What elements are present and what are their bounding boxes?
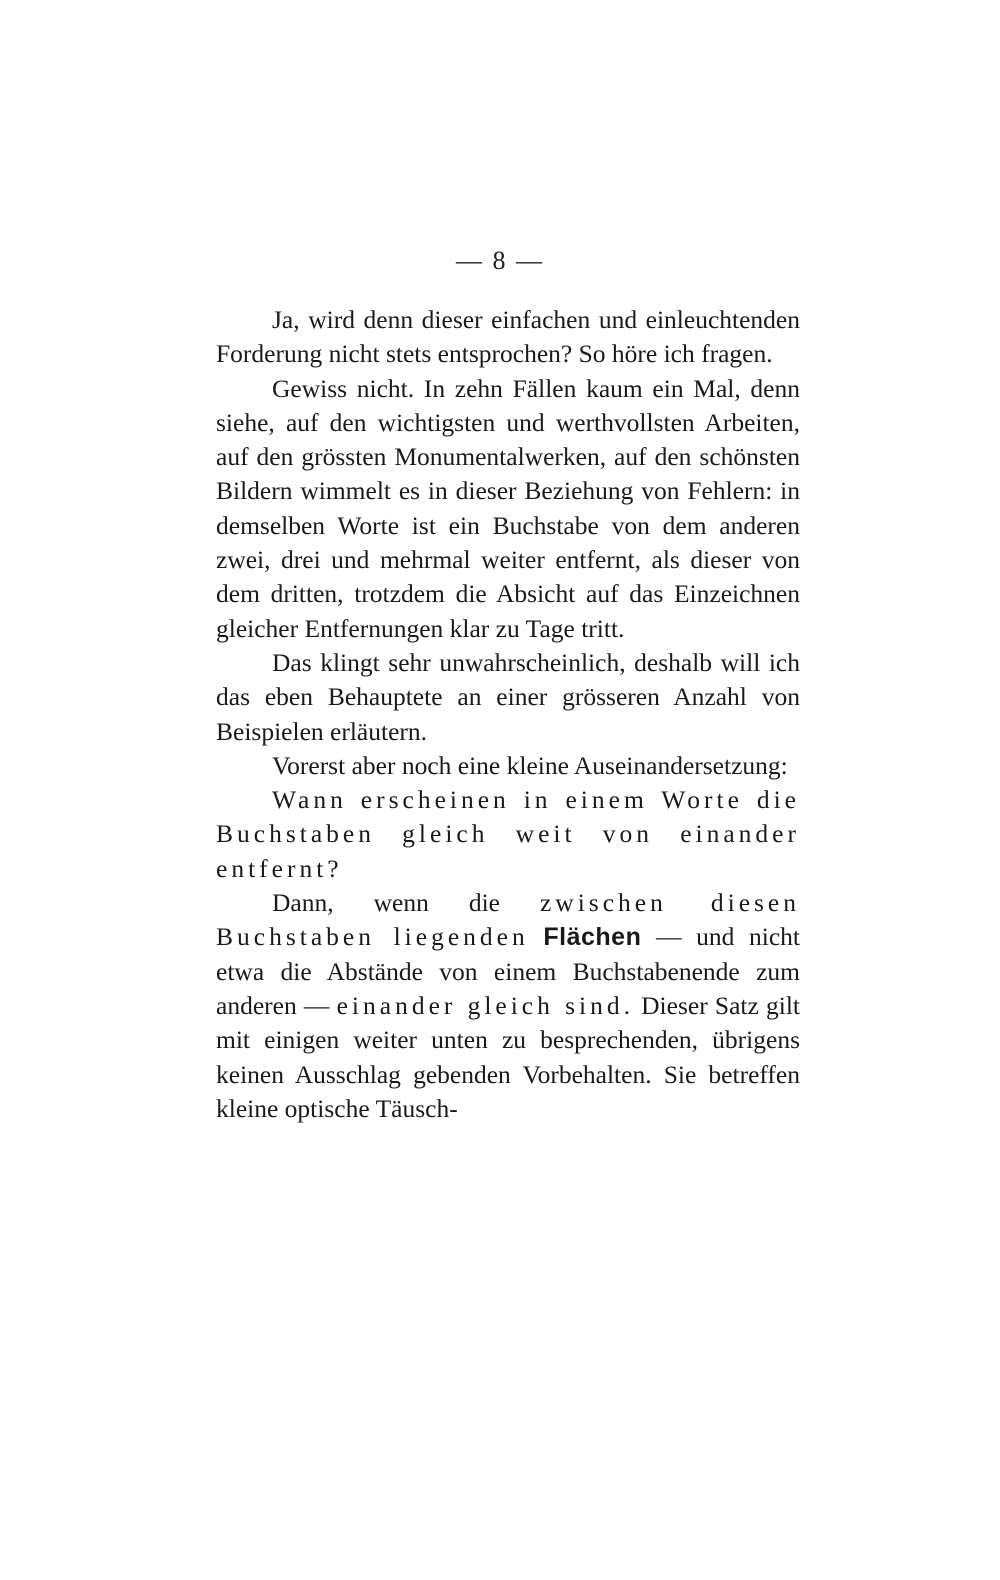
- paragraph-6-space: [529, 922, 544, 951]
- paragraph-6-bold-word: Flächen: [543, 923, 642, 952]
- paragraph-4: Vorerst aber noch eine kleine Auseinandersetzung:: [272, 750, 788, 780]
- paragraph-6-spaced-emphasis-1: zwischen diesen Buchstaben liegenden: [216, 888, 800, 952]
- paragraph-2: Gewiss nicht. In zehn Fällen kaum ein Mal, denn siehe, auf den wichtigsten und werthvollsten Arbeiten, auf den grössten Monumentalwerken, auf den schönsten Bildern wimmelt es in dieser Beziehung von Fehlern: in demselben Worte ist ein Buchstabe von dem anderen zwei, drei und mehrmal weiter entfernt, als dieser von dem dritten, trotzdem die Absicht auf das Einzeichnen gleicher Entfernungen klar zu Tage tritt.: [216, 373, 800, 643]
- paragraph-6-text-a: Dann, wenn die: [272, 888, 540, 918]
- body-text: [216, 303, 800, 1126]
- paragraph-3: Das klingt sehr unwahrscheinlich, deshalb will ich das eben Behauptete an einer grösseren Anzahl von Beispielen erläutern.: [216, 647, 800, 746]
- paragraph-5-spaced-question: Wann erscheinen in einem Worte die Buchstaben gleich weit von einander entfernt?: [216, 785, 800, 883]
- paragraph-6: [216, 886, 800, 1126]
- paragraph-6-text-b: — und nicht etwa die Abstände von einem Buchstabenende zum anderen —: [216, 922, 800, 1020]
- paragraph-1: Ja, wird denn dieser einfachen und einleuchtenden Forderung nicht stets entsprochen? So höre ich fragen.: [216, 305, 800, 369]
- page-number: — 8 —: [456, 246, 544, 275]
- paragraph-6-text-c: Dieser Satz gilt mit einigen weiter unten zu besprechenden, übrigens keinen Ausschlag gebenden Vorbehalten. Sie betreffen kleine optische Täusch-: [216, 990, 800, 1123]
- paragraph-6-spaced-emphasis-2: einander gleich sind.: [336, 990, 634, 1020]
